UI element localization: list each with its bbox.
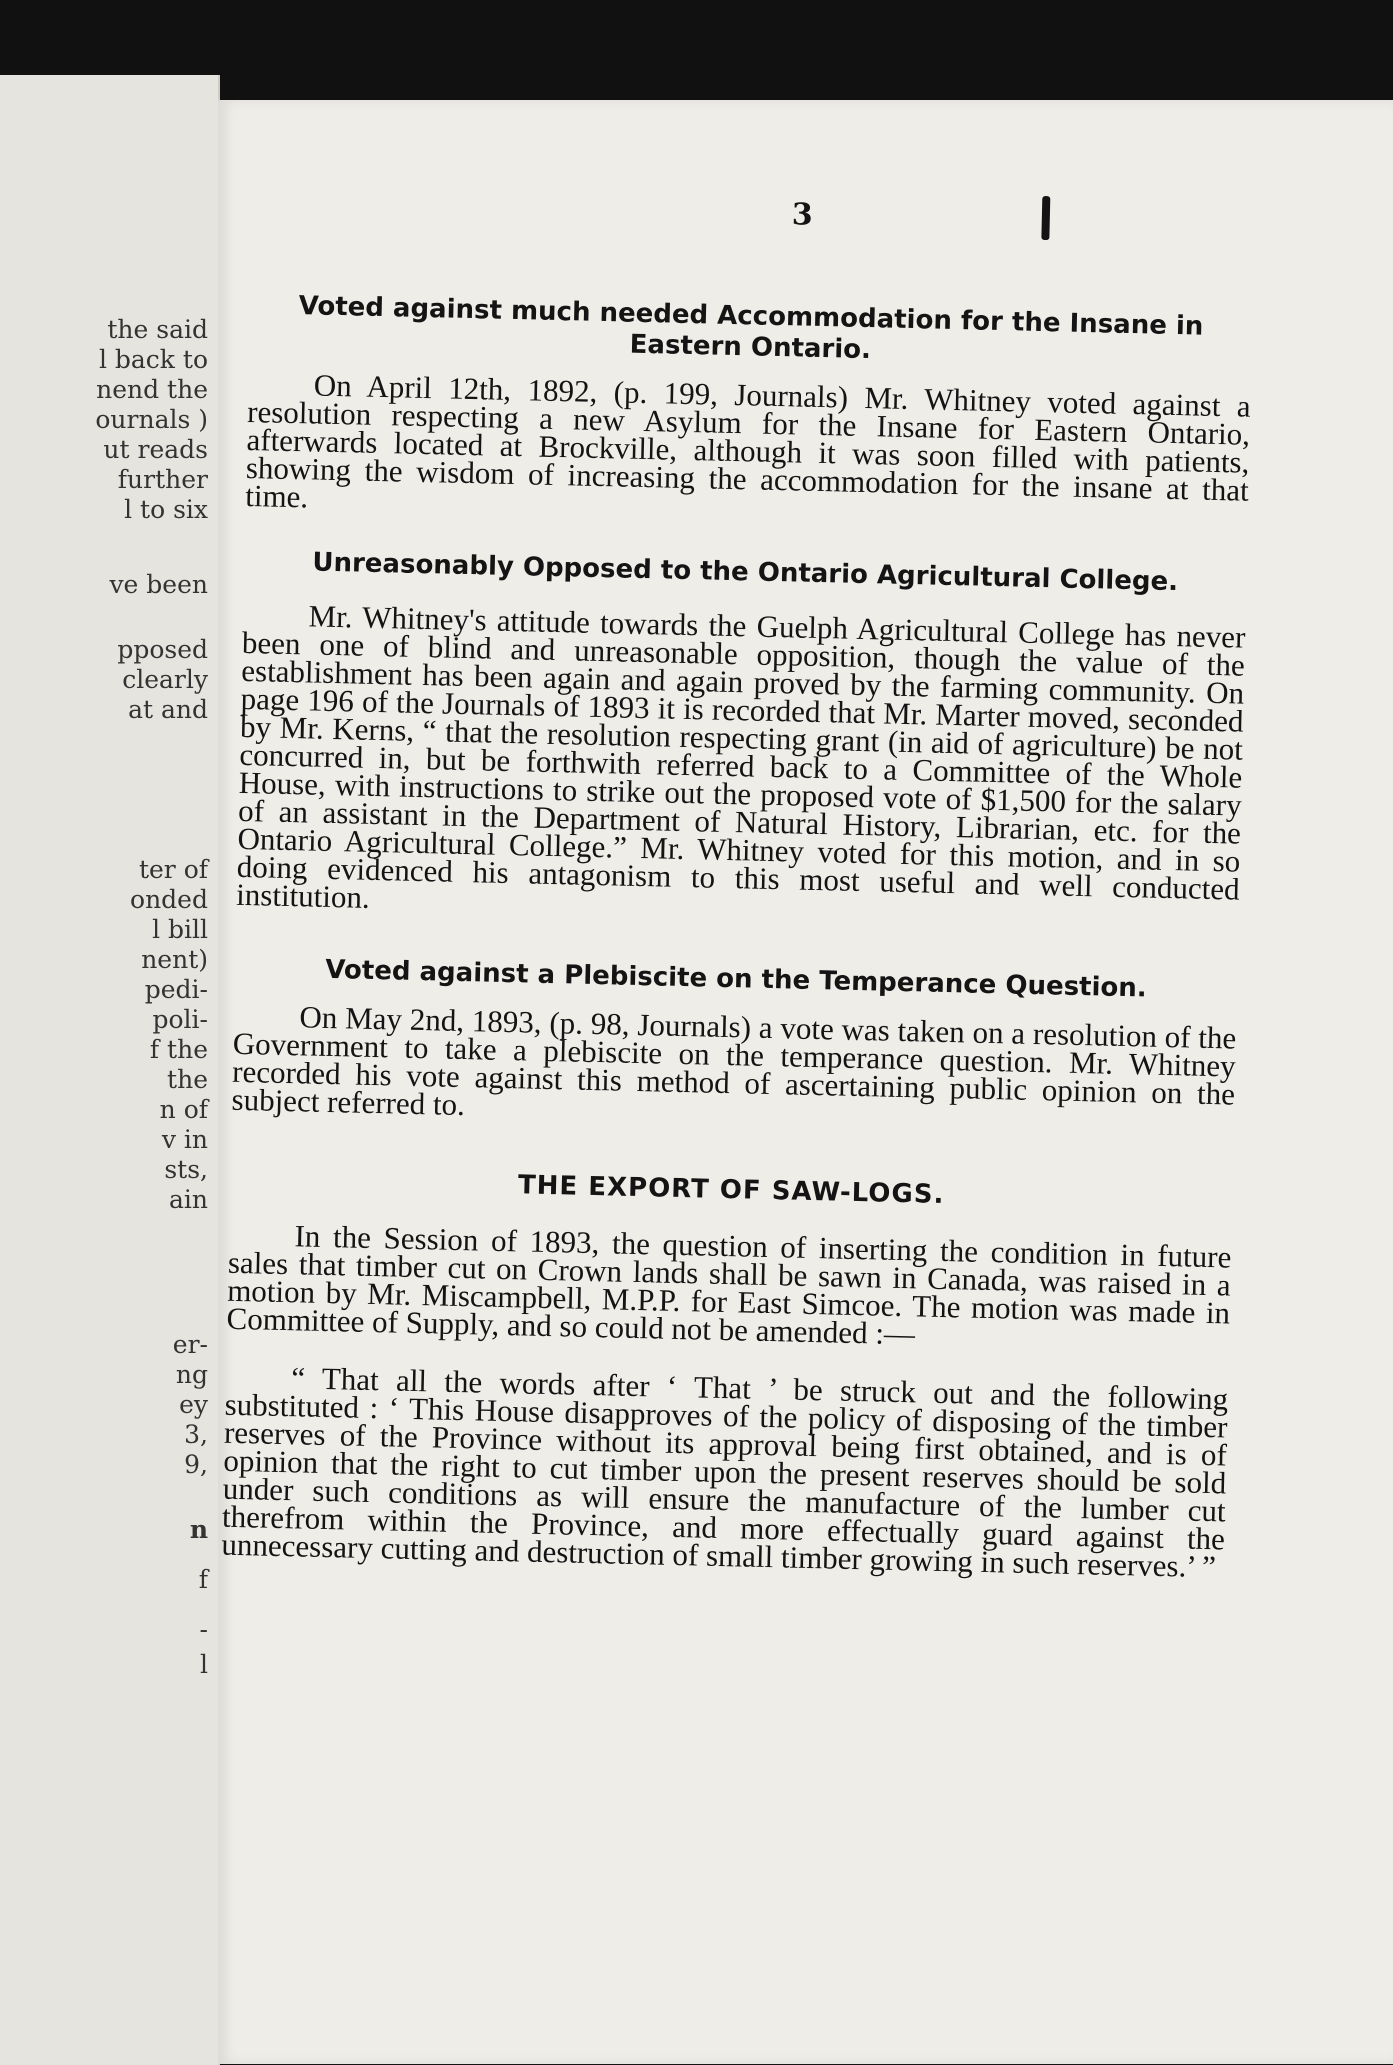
facing-page-text: l to six	[124, 495, 208, 524]
section-insane-accommodation	[245, 290, 1253, 533]
facing-page-fragment	[0, 75, 220, 2065]
facing-page-text: ter of	[138, 855, 208, 884]
section-paragraph: Mr. Whitney's attitude towards the Guelph Agricultural College has never been one of blind and unreasonable opposition, though the value of the establishment has been again and again proved by the farming community. On page 196 of the Journals of 1893 it is recorded that Mr. Marter moved, seconded by Mr. Kerns, “ that the resolution respecting grant (in aid of agriculture) be not concurred in, but be forthwith referred back to a Committee of the Whole House, with instructions to strike out the proposed vote of $1,500 for the salary of an assistant in the Department of Natural History, Librarian, etc. for the Ontario Agricultural College.” Mr. Whitney voted for this motion, and in so doing evidenced his antagonism to this most useful and well conducted institution.	[235, 598, 1246, 915]
facing-page-text: poli-	[152, 1005, 208, 1034]
facing-page-text: l	[200, 1650, 208, 1679]
facing-page-text: pedi-	[144, 975, 208, 1004]
quoted-motion: “ That all the words after ‘ That ’ be struck out and the following substituted : ‘ This House disapproves of the policy of disposing of the timber reserves of the Province without its approval being first obtained, and is of opinion that the right to cut timber upon the present reserves should be sold under such conditions as will ensure the manufacture of the lumber cut therefrom within the Province, and more effectually guard against the unnecessary cutting and destruction of small timber growing in such reserves.’ ”	[221, 1360, 1229, 1585]
section-export-saw-logs	[221, 1164, 1233, 1585]
facing-page-text: nent)	[141, 945, 208, 974]
section-paragraph: On May 2nd, 1893, (p. 98, Journals) a vote was taken on a resolution of the Government to take a plebiscite on the temperance question. Mr. Whitney recorded his vote against this method of ascertaining public opinion on the subject referred to.	[231, 999, 1237, 1123]
ink-mark	[1041, 196, 1050, 240]
facing-page-text: ournals )	[95, 405, 208, 434]
facing-page-text: ain	[168, 1185, 208, 1214]
facing-page-text: -	[199, 1615, 208, 1644]
facing-page-text: ng	[175, 1360, 208, 1389]
facing-page-text: 9,	[184, 1450, 208, 1479]
section-paragraph: In the Session of 1893, the question of inserting the condition in future sales that timber cut on Crown lands shall be sawn in Canada, was raised in a motion by Mr. Miscampbell, M.P.P. for East Simcoe. The motion was made in Committee of Supply, and so could not be amended :—	[226, 1218, 1232, 1352]
page-content	[221, 197, 1253, 1585]
facing-page-text: ey	[179, 1390, 208, 1419]
facing-page-text: pposed	[117, 635, 208, 664]
section-paragraph: On April 12th, 1892, (p. 199, Journals) Mr. Whitney voted against a resolution respecting a new Asylum for the Insane for Eastern Ontario, afterwards located at Brockville, although it was soon filled with patients, showing the wisdom of increasing the accommodation for the insane at that time.	[244, 367, 1252, 515]
facing-page-text: the said	[107, 315, 208, 344]
facing-page-text: the	[167, 1065, 208, 1094]
facing-page-text: f the	[149, 1035, 208, 1064]
facing-page-text: nend the	[96, 375, 208, 404]
facing-page-text: l bill	[152, 915, 208, 944]
facing-page-text: further	[117, 465, 208, 494]
facing-page-text: f	[198, 1565, 208, 1594]
facing-page-text: ut reads	[103, 435, 208, 464]
facing-page-text: onded	[130, 885, 208, 914]
facing-page-text: at and	[128, 695, 208, 724]
facing-page-text: l back to	[98, 345, 208, 374]
document-page	[218, 100, 1393, 2064]
section-agricultural-college	[236, 546, 1247, 932]
facing-page-text: sts,	[164, 1155, 208, 1184]
section-heading: Unreasonably Opposed to the Ontario Agricultural College.	[312, 547, 1179, 598]
section-heading: Voted against a Plebiscite on the Temperance Question.	[324, 954, 1148, 1004]
section-heading: THE EXPORT OF SAW-LOGS.	[517, 1170, 945, 1210]
facing-page-text: 3,	[184, 1420, 208, 1449]
section-temperance-plebiscite	[231, 953, 1237, 1137]
page-number: 3	[791, 197, 814, 233]
facing-page-text: clearly	[122, 665, 208, 694]
facing-page-text: n of	[159, 1095, 208, 1124]
facing-page-text: n	[189, 1515, 208, 1544]
facing-page-text: v in	[161, 1125, 208, 1154]
facing-page-text: ve been	[109, 570, 208, 599]
section-heading: Voted against much needed Accommodation for the Insane in Eastern Ontario.	[298, 291, 1204, 366]
facing-page-text: er-	[172, 1330, 208, 1359]
